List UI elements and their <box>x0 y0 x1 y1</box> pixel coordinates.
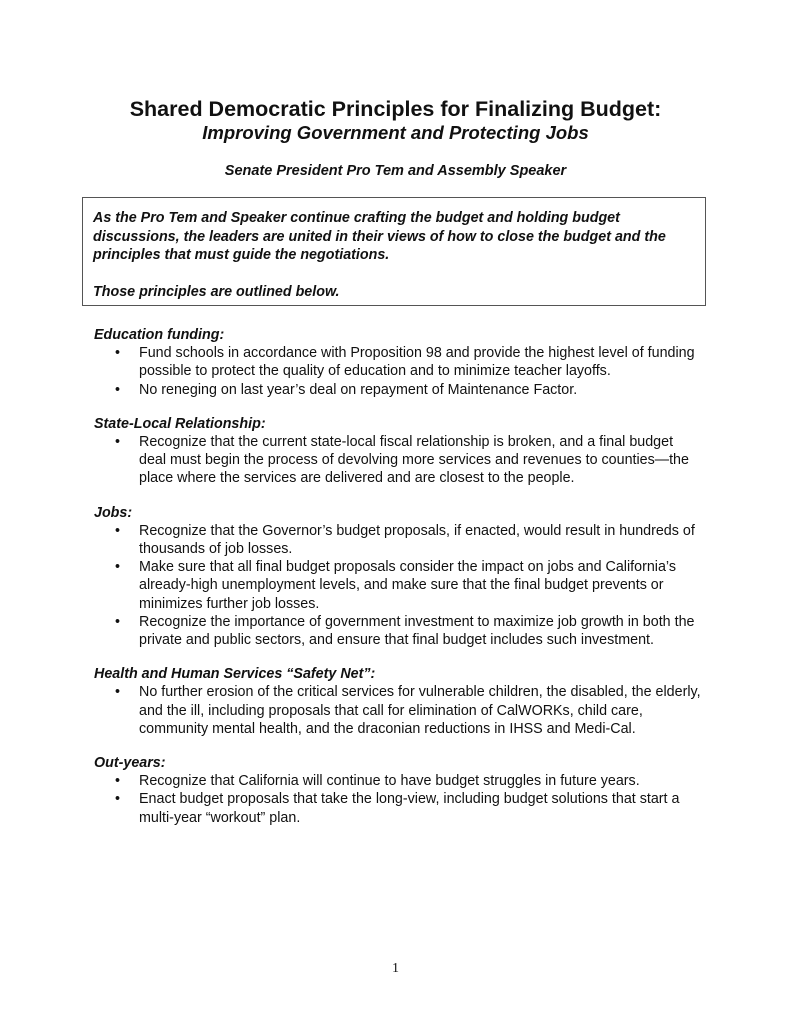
list-item <box>94 558 704 613</box>
page-number: 1 <box>392 961 399 976</box>
document-title: Shared Democratic Principles for Finalizing Budget: <box>129 97 662 121</box>
list-item-text: Enact budget proposals that take the long-view, including budget solutions that start a multi-year “workout” plan. <box>139 791 680 826</box>
list-item-text: Recognize that the current state-local fiscal relationship is broken, and a final budget deal must begin the process of devolving more services and revenues to counties—the place where the services are delivered and are closest to the people. <box>139 434 689 487</box>
section-out-years <box>94 754 704 827</box>
section-heading: Jobs: <box>94 504 133 521</box>
bullet-icon: • <box>115 434 121 451</box>
bullet-icon: • <box>115 684 121 701</box>
bullet-list <box>94 683 704 738</box>
list-item <box>94 790 704 826</box>
bullet-icon: • <box>115 522 121 539</box>
list-item-text: No further erosion of the critical services for vulnerable children, the disabled, the elderly, and the ill, including proposals that call for elimination of CalWORKs, child care, community mental health, and the draconian reductions in IHSS and Medi-Cal. <box>139 684 701 737</box>
list-item <box>94 433 704 488</box>
list-item-text: Recognize that the Governor’s budget proposals, if enacted, would result in hundreds of thousands of job losses. <box>139 522 695 558</box>
section-state-local-relationship <box>94 415 704 488</box>
list-item <box>94 613 704 649</box>
section-jobs <box>94 504 704 650</box>
list-item-text: Recognize the importance of government investment to maximize job growth in both the private and public sectors, and ensure that final budget includes such investment. <box>139 613 695 649</box>
bullet-icon: • <box>115 345 121 362</box>
section-heading: Education funding: <box>94 327 225 343</box>
bullet-icon: • <box>115 559 121 576</box>
section-education-funding <box>94 326 704 399</box>
bullet-list <box>94 772 704 827</box>
section-heading: Health and Human Services “Safety Net”: <box>94 666 376 683</box>
bullet-list <box>94 433 704 488</box>
list-item <box>94 522 704 558</box>
list-item-text: No reneging on last year’s deal on repayment of Maintenance Factor. <box>139 381 578 398</box>
bullet-icon: • <box>115 613 121 630</box>
list-item <box>94 683 704 738</box>
principles-list <box>94 326 704 843</box>
bullet-list <box>94 522 704 649</box>
section-health-human-services <box>94 665 704 738</box>
list-item <box>94 344 704 380</box>
list-item <box>94 381 704 399</box>
list-item-text: Fund schools in accordance with Proposition 98 and provide the highest level of funding possible to protect the quality of education and to minimize teacher layoffs. <box>139 345 695 380</box>
list-item-text: Recognize that California will continue to have budget struggles in future years. <box>139 773 640 790</box>
intro-callout-box <box>82 197 706 306</box>
document-subtitle: Improving Government and Protecting Jobs <box>202 122 589 143</box>
list-item <box>94 772 704 790</box>
bullet-icon: • <box>115 791 121 808</box>
section-heading: State-Local Relationship: <box>94 415 266 432</box>
bullet-list <box>94 344 704 399</box>
list-item-text: Make sure that all final budget proposals consider the impact on jobs and California’s already-high unemployment levels, and make sure that the final budget prevents or minimizes further job losses. <box>139 559 676 612</box>
callout-paragraph: Those principles are outlined below. <box>93 283 340 300</box>
callout-paragraph: As the Pro Tem and Speaker continue crafting the budget and holding budget discussions, the leaders are united in their views of how to close the budget and the principles that must guide the negotiations. <box>93 210 666 263</box>
bullet-icon: • <box>115 773 121 790</box>
section-heading: Out-years: <box>94 755 166 772</box>
bullet-icon: • <box>115 381 121 398</box>
byline: Senate President Pro Tem and Assembly Speaker <box>224 163 567 179</box>
